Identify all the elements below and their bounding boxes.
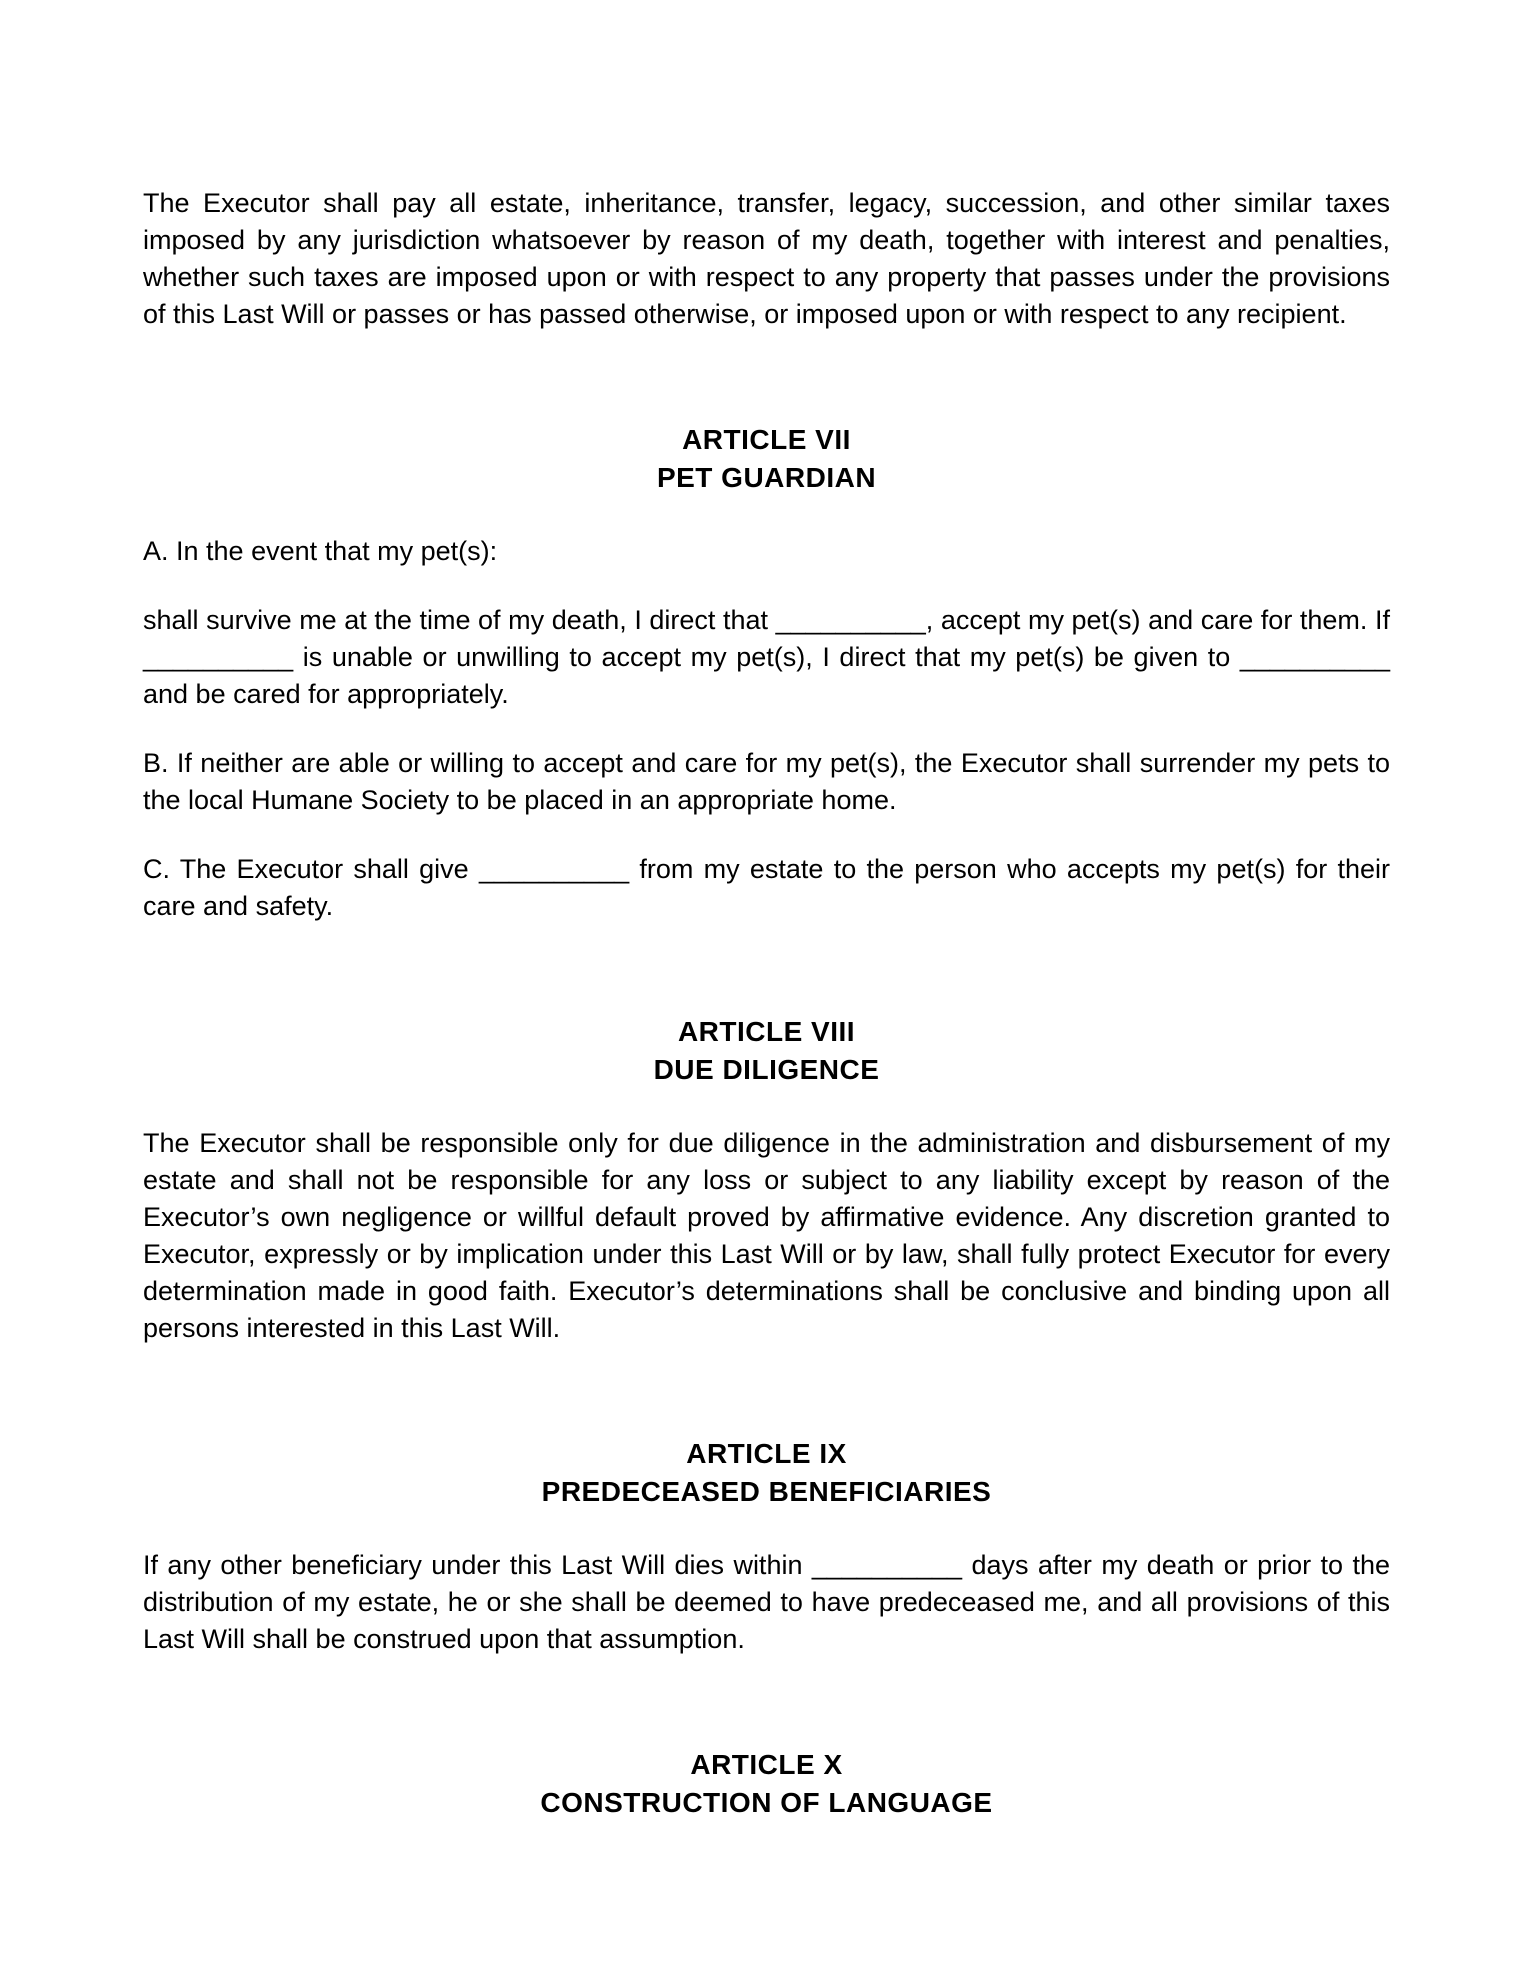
article-vii-number: ARTICLE VII [682,424,851,455]
article-vii-title: PET GUARDIAN [656,462,877,493]
article-viii-number: ARTICLE VIII [677,1016,856,1047]
clause-a-intro: A. In the event that my pet(s): [143,536,498,566]
article-x-heading [143,1746,1390,1822]
taxes-paragraph: The Executor shall pay all estate, inheritance, transfer, legacy, succession, and other similar taxes imposed by any jurisdiction whatsoever by reason of my death, together with interest and penalties, whether such taxes are imposed upon or with respect to any property that passes under the provisions of this Last Will or passes or has passed otherwise, or imposed upon or with respect to any recipient. [143,188,1390,329]
article-ix-title: PREDECEASED BENEFICIARIES [541,1476,992,1507]
due-diligence-paragraph: The Executor shall be responsible only for due diligence in the administration and disbursement of my estate and shall not be responsible for any loss or subject to any liability except by reason of the Executor’s own negligence or willful default proved by affirmative evidence. Any discretion granted to Executor, expressly or by implication under this Last Will or by law, shall fully protect Executor for every determination made in good faith. Executor’s determinations shall be conclusive and binding upon all persons interested in this Last Will. [143,1128,1390,1343]
predeceased-paragraph: If any other beneficiary under this Last Will dies within __________ days after my death or prior to the distribution of my estate, he or she shall be deemed to have predeceased me, and all provisions of this Last Will shall be construed upon that assumption. [143,1550,1390,1654]
article-ix-number: ARTICLE IX [686,1438,847,1469]
article-viii-title: DUE DILIGENCE [653,1054,880,1085]
article-vii-heading [143,421,1390,497]
clause-b: B. If neither are able or willing to accept and care for my pet(s), the Executor shall surrender my pets to the local Humane Society to be placed in an appropriate home. [143,748,1390,815]
article-x-number: ARTICLE X [690,1749,843,1780]
article-viii-heading [143,1013,1390,1089]
article-ix-heading [143,1435,1390,1511]
clause-a-body: shall survive me at the time of my death, I direct that __________, accept my pet(s) and care for them. If __________ is unable or unwilling to accept my pet(s), I direct that my pet(s) be given to __________ and be cared for appropriately. [143,605,1390,709]
article-x-title: CONSTRUCTION OF LANGUAGE [540,1787,993,1818]
clause-c: C. The Executor shall give __________ from my estate to the person who accepts my pet(s) for their care and safety. [143,854,1390,921]
